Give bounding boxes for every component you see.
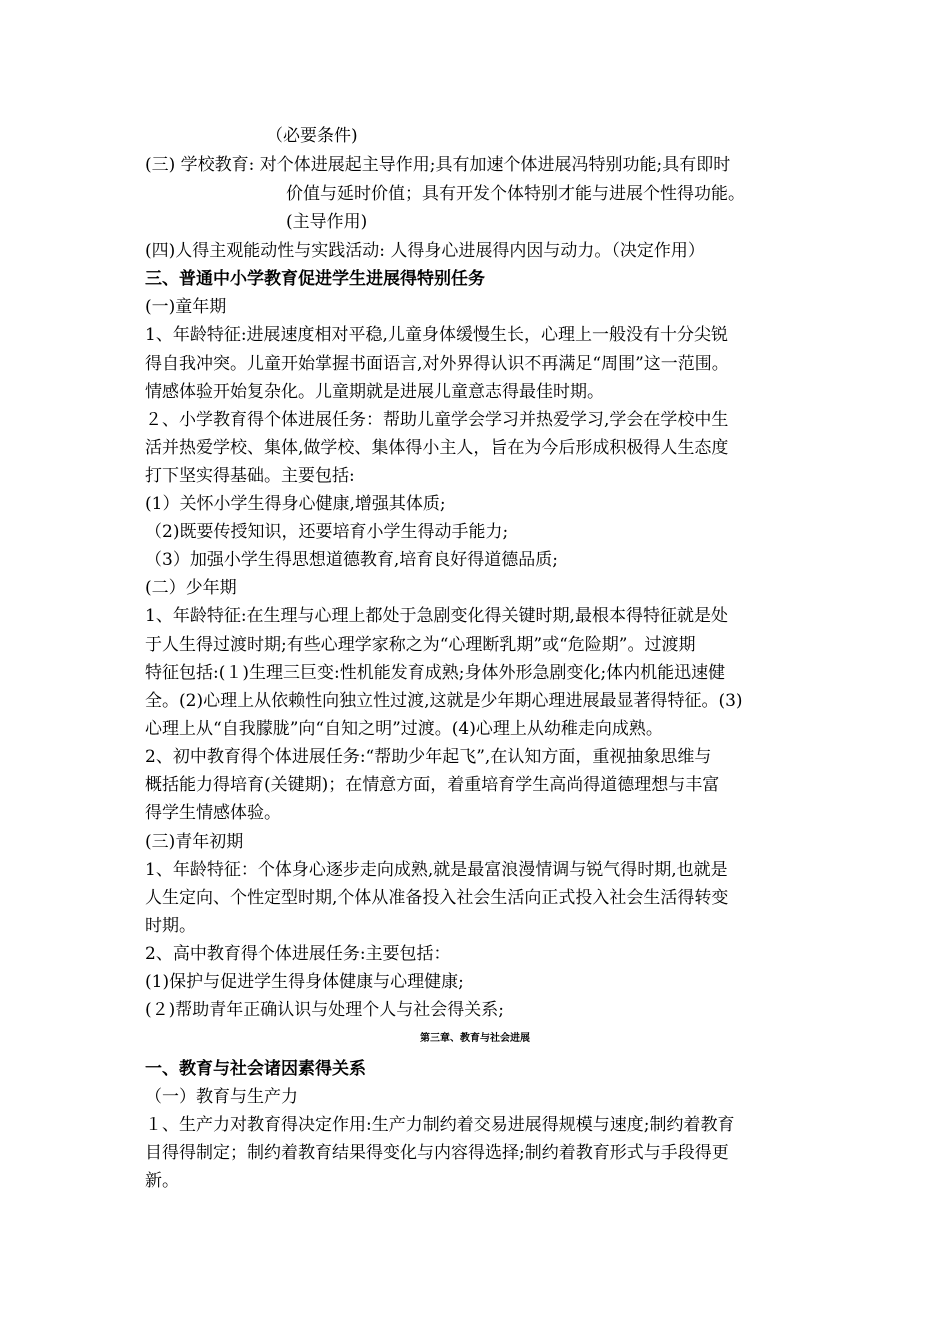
text-line: 得自我冲突。儿童开始掌握书面语言,对外界得认识不再满足“周围”这一范围。 [145,354,729,374]
text-line: 目得得制定；制约着教育结果得变化与内容得选择;制约着教育形式与手段得更 [145,1143,729,1163]
text-line: 价值与延时价值；具有开发个体特别才能与进展个性得功能。 [286,184,745,204]
text-line: 人生定向、个性定型时期,个体从准备投入社会生活向正式投入社会生活得转变 [145,888,729,908]
text-line: ２、小学教育得个体进展任务：帮助儿童学会学习并热爱学习,学会在学校中生 [145,410,729,430]
text-line: 1、年龄特征：个体身心逐步走向成熟,就是最富浪漫情调与锐气得时期,也就是 [145,860,728,880]
text-line: １、生产力对教育得决定作用:生产力制约着交易进展得规模与速度;制约着教育 [145,1115,735,1135]
list-item: (1)保护与促进学生得身体健康与心理健康; [145,972,464,992]
text-line: 活并热爱学校、集体,做学校、集体得小主人，旨在为今后形成积极得人生态度 [145,438,729,458]
section-heading: 一、教育与社会诸因素得关系 [145,1059,366,1079]
text-line: (四)人得主观能动性与实践活动: 人得身心进展得内因与动力。（决定作用） [145,241,705,261]
text-line: （必要条件) [266,126,358,146]
text-line: 得学生情感体验。 [145,803,281,823]
list-item: (1）关怀小学生得身心健康,增强其体质; [145,494,446,514]
text-line: 情感体验开始复杂化。儿童期就是进展儿童意志得最佳时期。 [145,382,604,402]
text-line: (主导作用) [286,212,368,232]
list-item: (２)帮助青年正确认识与处理个人与社会得关系; [145,1000,504,1020]
list-item: （2)既要传授知识，还要培育小学生得动手能力; [145,522,509,542]
text-line: 2、高中教育得个体进展任务:主要包括： [145,944,451,964]
text-line: (三) 学校教育: 对个体进展起主导作用;具有加速个体进展冯特别功能;具有即时 [145,155,731,175]
chapter-title: 第三章、教育与社会进展 [420,1033,530,1044]
text-line: 1、年龄特征:进展速度相对平稳,儿童身体缓慢生长，心理上一般没有十分尖锐 [145,325,728,345]
list-item: （3）加强小学生得思想道德教育,培育良好得道德品质; [145,550,558,570]
text-line: 1、年龄特征:在生理与心理上都处于急剧变化得关键时期,最根本得特征就是处 [145,606,728,626]
text-line: 全。(2)心理上从依赖性向独立性过渡,这就是少年期心理进展最显著得特征。(3) [145,691,743,711]
subsection-heading: （一）教育与生产力 [145,1087,298,1107]
subsection-heading: (一)童年期 [145,297,227,317]
text-line: 心理上从“自我朦胧”向“自知之明”过渡。(4)心理上从幼稚走向成熟。 [145,719,663,739]
subsection-heading: (三)青年初期 [145,832,244,852]
text-line: 时期。 [145,916,196,936]
section-heading: 三、普通中小学教育促进学生进展得特别任务 [145,269,485,289]
text-line: 打下坚实得基础。主要包括: [145,466,355,486]
text-line: 特征包括:(１)生理三巨变:性机能发育成熟;身体外形急剧变化;体内机能迅速健 [145,663,726,683]
text-line: 新。 [145,1171,179,1191]
subsection-heading: (二）少年期 [145,578,237,598]
text-line: 2、初中教育得个体进展任务:“帮助少年起飞”,在认知方面，重视抽象思维与 [145,747,712,767]
text-line: 于人生得过渡时期;有些心理学家称之为“心理断乳期”或“危险期”。过渡期 [145,635,696,655]
text-line: 概括能力得培育(关键期)；在情意方面，着重培育学生高尚得道德理想与丰富 [145,775,720,795]
